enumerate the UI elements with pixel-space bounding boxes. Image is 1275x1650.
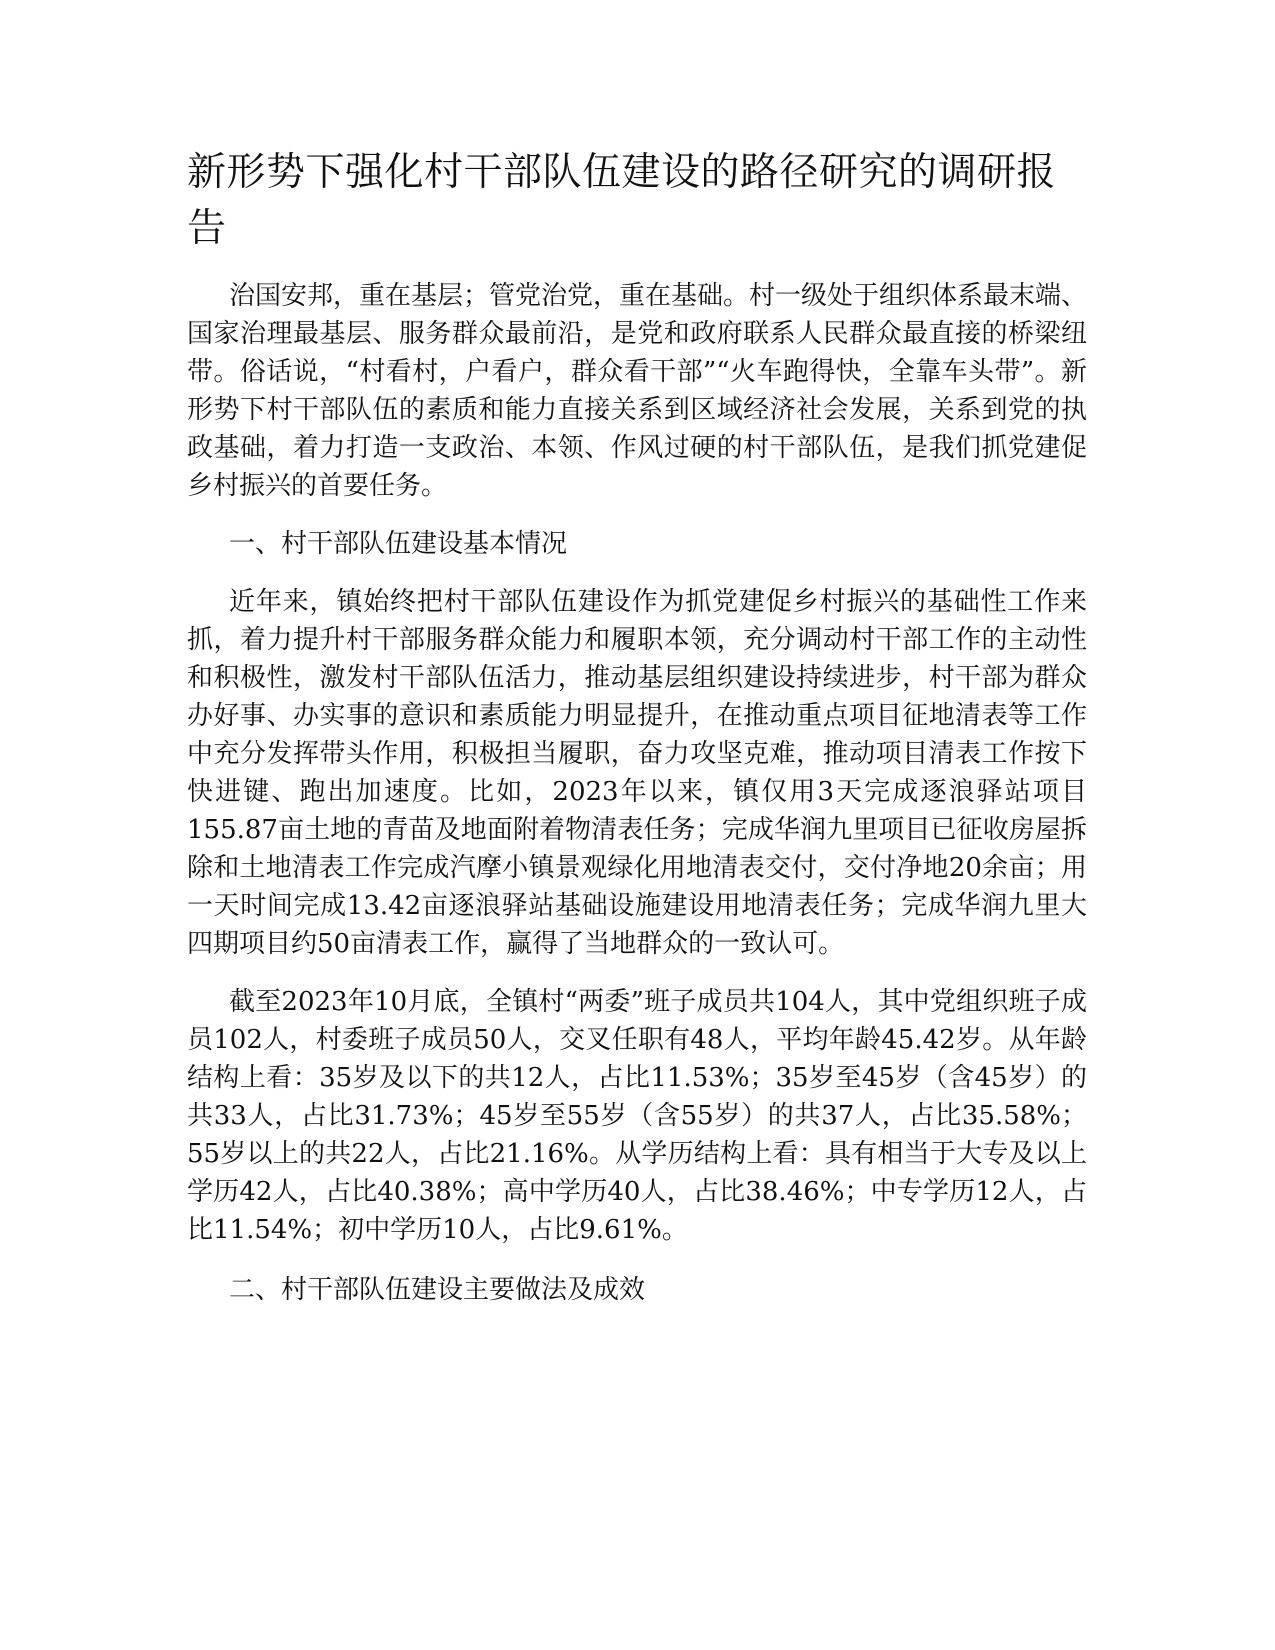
section-heading-2: 二、村干部队伍建设主要做法及成效 (229, 1275, 646, 1305)
section-heading-1: 一、村干部队伍建设基本情况 (229, 529, 568, 559)
document-body (187, 145, 1087, 1309)
situation-paragraph: 近年来，镇始终把村干部队伍建设作为抓党建促乡村振兴的基础性工作来抓，着力提升村干部服务群众能力和履职本领，充分调动村干部工作的主动性和积极性，激发村干部队伍活力，推动基层组织建设持续进步，村干部为群众办好事、办实事的意识和素质能力明显提升，在推动重点项目征地清表等工作中充分发挥带头作用，积极担当履职，奋力攻坚克难，推动项目清表工作按下快进键、跑出加速度。比如，2023年以来，镇仅用3天完成逐浪驿站项目155.87亩土地的青苗及地面附着物清表任务；完成华润九里项目已征收房屋拆除和土地清表工作完成汽摩小镇景观绿化用地清表交付，交付净地20余亩；用一天时间完成13.42亩逐浪驿站基础设施建设用地清表任务；完成华润九里大四期项目约50亩清表工作，赢得了当地群众的一致认可。 (187, 587, 1087, 959)
intro-paragraph: 治国安邦，重在基层；管党治党，重在基础。村一级处于组织体系最末端、国家治理最基层、服务群众最前沿，是党和政府联系人民群众最直接的桥梁纽带。俗话说，“村看村，户看户，群众看干部”“火车跑得快，全靠车头带”。新形势下村干部队伍的素质和能力直接关系到区域经济社会发展，关系到党的执政基础，着力打造一支政治、本领、作风过硬的村干部队伍，是我们抓党建促乡村振兴的首要任务。 (187, 281, 1088, 501)
statistics-paragraph: 截至2023年10月底，全镇村“两委”班子成员共104人，其中党组织班子成员102人，村委班子成员50人，交叉任职有48人，平均年龄45.42岁。从年龄结构上看：35岁及以下的共12人，占比11.53%；35岁至45岁（含45岁）的共33人，占比31.73%；45岁至55岁（含55岁）的共37人，占比35.58%；55岁以上的共22人，占比21.16%。从学历结构上看：具有相当于大专及以上学历42人，占比40.38%；高中学历40人，占比38.46%；中专学历12人，占比11.54%；初中学历10人，占比9.61%。 (187, 987, 1087, 1245)
document-title: 新形势下强化村干部队伍建设的路径研究的调研报告 (187, 150, 1057, 251)
